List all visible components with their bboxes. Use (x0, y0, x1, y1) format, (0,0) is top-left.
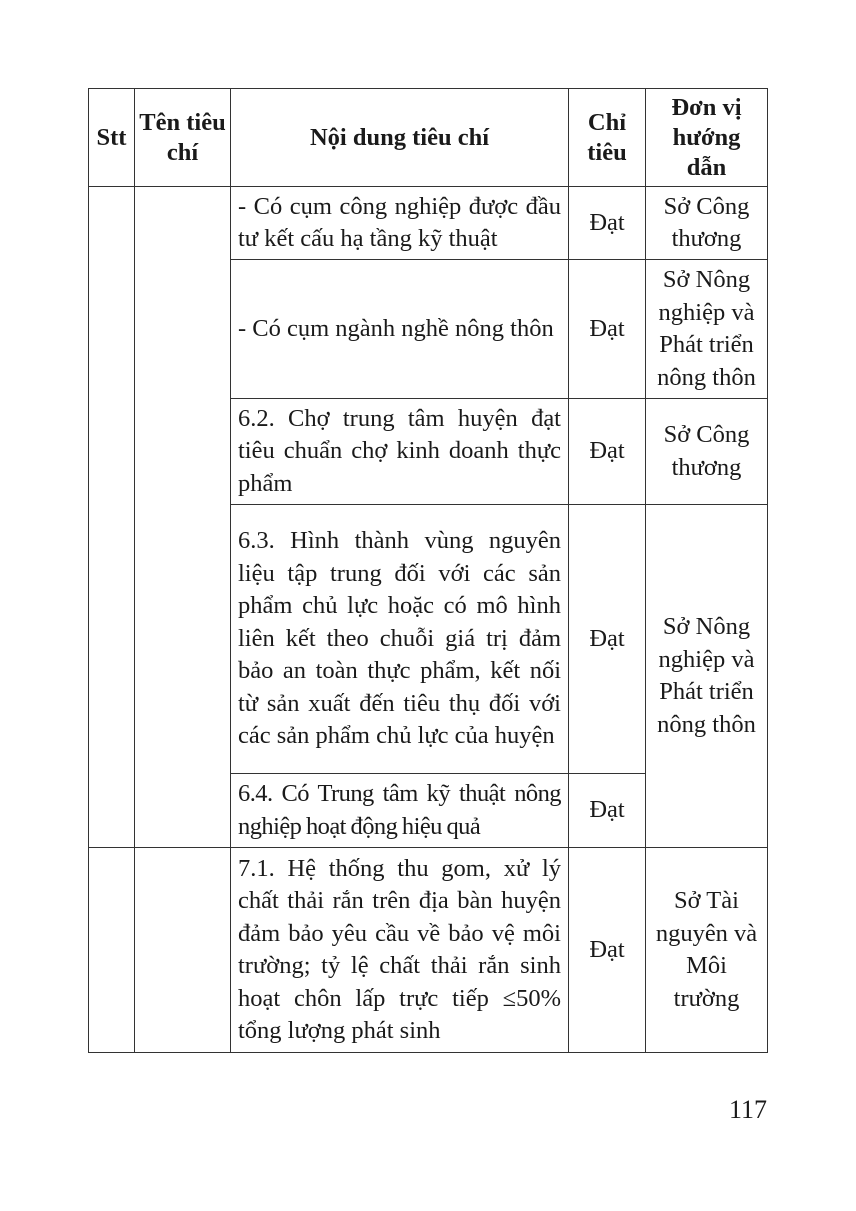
target-cell: Đạt (569, 187, 646, 260)
criterion-content-cell: - Có cụm ngành nghề nông thôn (231, 260, 569, 399)
criteria-table (88, 88, 768, 1053)
target-cell: Đạt (569, 505, 646, 774)
header-target: Chỉ tiêu (569, 89, 646, 187)
table-row (89, 848, 768, 1053)
criterion-content-cell: - Có cụm công nghiệp được đầu tư kết cấu hạ tầng kỹ thuật (231, 187, 569, 260)
criterion-name-cell (135, 187, 231, 848)
criterion-name-cell (135, 848, 231, 1053)
guiding-unit-cell: Sở Công thương (646, 187, 768, 260)
header-guiding-unit: Đơn vị hướng dẫn (646, 89, 768, 187)
guiding-unit-cell: Sở Nông nghiệp và Phát triển nông thôn (646, 505, 768, 848)
header-stt: Stt (89, 89, 135, 187)
guiding-unit-cell: Sở Công thương (646, 399, 768, 505)
stt-cell (89, 848, 135, 1053)
criterion-content-cell: 7.1. Hệ thống thu gom, xử lý chất thải rắn trên địa bàn huyện đảm bảo yêu cầu về bảo vệ môi trường; tỷ lệ chất thải rắn sinh hoạt chôn lấp trực tiếp ≤50% tổng lượng phát sinh (231, 848, 569, 1053)
page-number: 117 (728, 1095, 767, 1124)
criterion-content-cell: 6.4. Có Trung tâm kỹ thuật nông nghiệp hoạt động hiệu quả (231, 774, 569, 848)
table-row (89, 187, 768, 260)
target-cell: Đạt (569, 774, 646, 848)
criterion-content-cell: 6.2. Chợ trung tâm huyện đạt tiêu chuẩn chợ kinh doanh thực phẩm (231, 399, 569, 505)
header-criterion-name: Tên tiêu chí (135, 89, 231, 187)
target-cell: Đạt (569, 848, 646, 1053)
stt-cell (89, 187, 135, 848)
header-criterion-content: Nội dung tiêu chí (231, 89, 569, 187)
guiding-unit-cell: Sở Nông nghiệp và Phát triển nông thôn (646, 260, 768, 399)
header-row (89, 89, 768, 187)
guiding-unit-cell: Sở Tài nguyên và Môi trường (646, 848, 768, 1053)
target-cell: Đạt (569, 399, 646, 505)
target-cell: Đạt (569, 260, 646, 399)
criterion-content-cell: 6.3. Hình thành vùng nguyên liệu tập trung đối với các sản phẩm chủ lực hoặc có mô hình liên kết theo chuỗi giá trị đảm bảo an toàn thực phẩm, kết nối từ sản xuất đến tiêu thụ đối với các sản phẩm chủ lực của huyện (231, 505, 569, 774)
